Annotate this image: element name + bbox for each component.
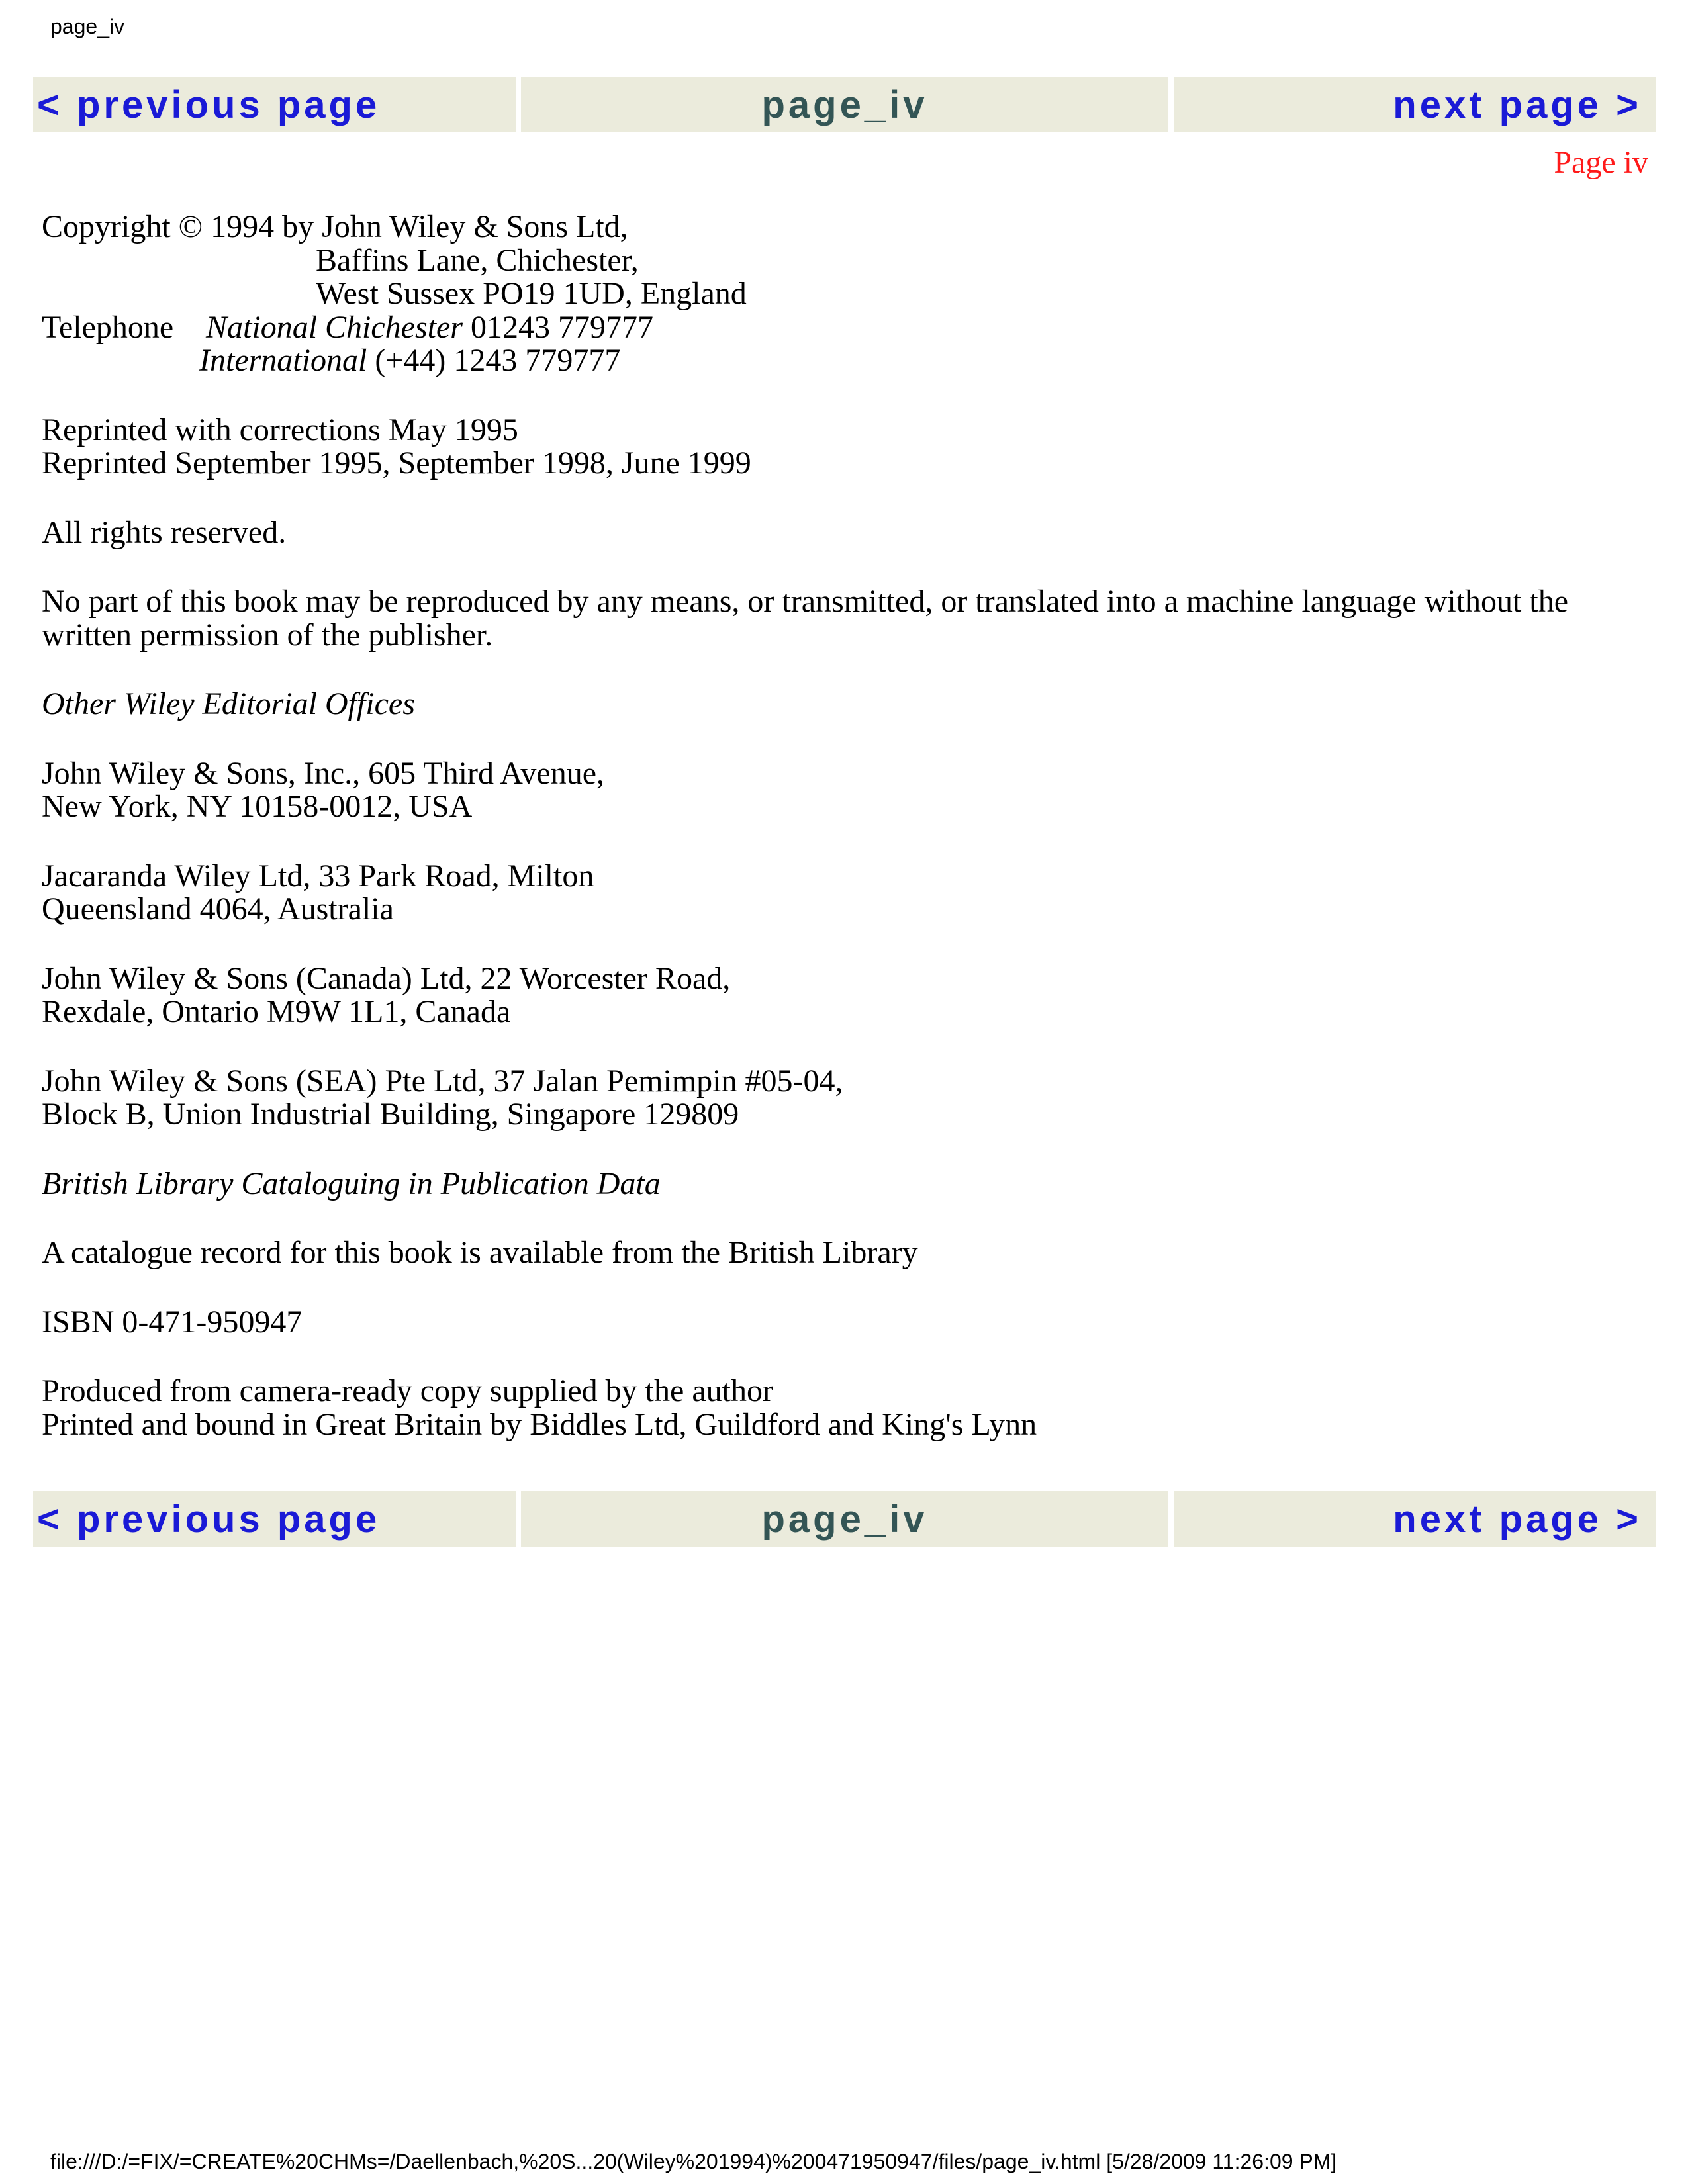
office-address — [42, 962, 1657, 1029]
telephone-label: Telephone — [42, 309, 174, 345]
bottom-navigation-bar — [33, 1491, 1656, 1547]
reprint-line: Reprinted September 1995, September 1998, June 1999 — [42, 445, 751, 480]
rights-statement: All rights reserved. — [42, 514, 287, 550]
other-offices-heading-text: Other Wiley Editorial Offices — [42, 686, 415, 721]
office-address — [42, 1065, 1657, 1132]
print-header-title: page_iv — [50, 15, 125, 38]
office-address-line: Jacaranda Wiley Ltd, 33 Park Road, Milton — [42, 858, 594, 893]
page-number-label: Page iv — [1554, 145, 1648, 180]
office-address-line: New York, NY 10158-0012, USA — [42, 789, 473, 824]
office-address-line: Rexdale, Ontario M9W 1L1, Canada — [42, 994, 511, 1029]
copyright-page-content — [42, 210, 1657, 1477]
copyright-block — [42, 210, 1657, 378]
production-line: Produced from camera-ready copy supplied by the author — [42, 1373, 773, 1408]
telephone-national-number: 01243 779777 — [462, 309, 653, 345]
office-address-line: John Wiley & Sons (Canada) Ltd, 22 Worcester Road, — [42, 960, 731, 996]
next-page-link[interactable]: next page > — [1174, 77, 1656, 132]
cip-heading-text: British Library Cataloguing in Publication Data — [42, 1165, 661, 1201]
top-navigation-bar — [33, 77, 1656, 132]
office-address — [42, 757, 1657, 824]
production-line: Printed and bound in Great Britain by Biddles Ltd, Guildford and King's Lynn — [42, 1406, 1037, 1442]
previous-page-link[interactable]: < previous page — [33, 77, 516, 132]
office-address-line: Block B, Union Industrial Building, Singapore 129809 — [42, 1097, 739, 1132]
page-title: page_iv — [521, 1491, 1168, 1547]
previous-page-link[interactable]: < previous page — [33, 1491, 516, 1547]
production-notes — [42, 1375, 1657, 1441]
office-address — [42, 860, 1657, 927]
office-address-line: John Wiley & Sons (SEA) Pte Ltd, 37 Jalan Pemimpin #05-04, — [42, 1063, 843, 1099]
next-page-link[interactable]: next page > — [1174, 1491, 1656, 1547]
page-title: page_iv — [521, 77, 1168, 132]
telephone-international-label: International — [199, 343, 367, 378]
reprint-history — [42, 414, 1657, 480]
cip-heading — [42, 1167, 1657, 1201]
office-address-line: John Wiley & Sons, Inc., 605 Third Avenue, — [42, 755, 605, 791]
telephone-national-label: National Chichester — [206, 309, 463, 345]
telephone-international-number: (+44) 1243 779777 — [367, 343, 621, 378]
address-line: West Sussex PO19 1UD, England — [316, 276, 747, 311]
office-address-line: Queensland 4064, Australia — [42, 891, 394, 927]
reproduction-notice: No part of this book may be reproduced by any means, or transmitted, or translated into a machine language without the written permission of the publisher. — [42, 584, 1569, 653]
isbn: ISBN 0-471-950947 — [42, 1304, 303, 1340]
other-offices-heading — [42, 688, 1657, 721]
reprint-line: Reprinted with corrections May 1995 — [42, 412, 518, 447]
print-footer-url: file:///D:/=FIX/=CREATE%20CHMs=/Daellenbach,%20S...20(Wiley%201994)%200471950947/files/page_iv.html [5/28/2009 11:26:09 PM] — [50, 2150, 1337, 2173]
copyright-line: Copyright © 1994 by John Wiley & Sons Ltd, — [42, 209, 628, 244]
cip-record-text: A catalogue record for this book is available from the British Library — [42, 1235, 918, 1270]
address-line: Baffins Lane, Chichester, — [316, 242, 639, 278]
